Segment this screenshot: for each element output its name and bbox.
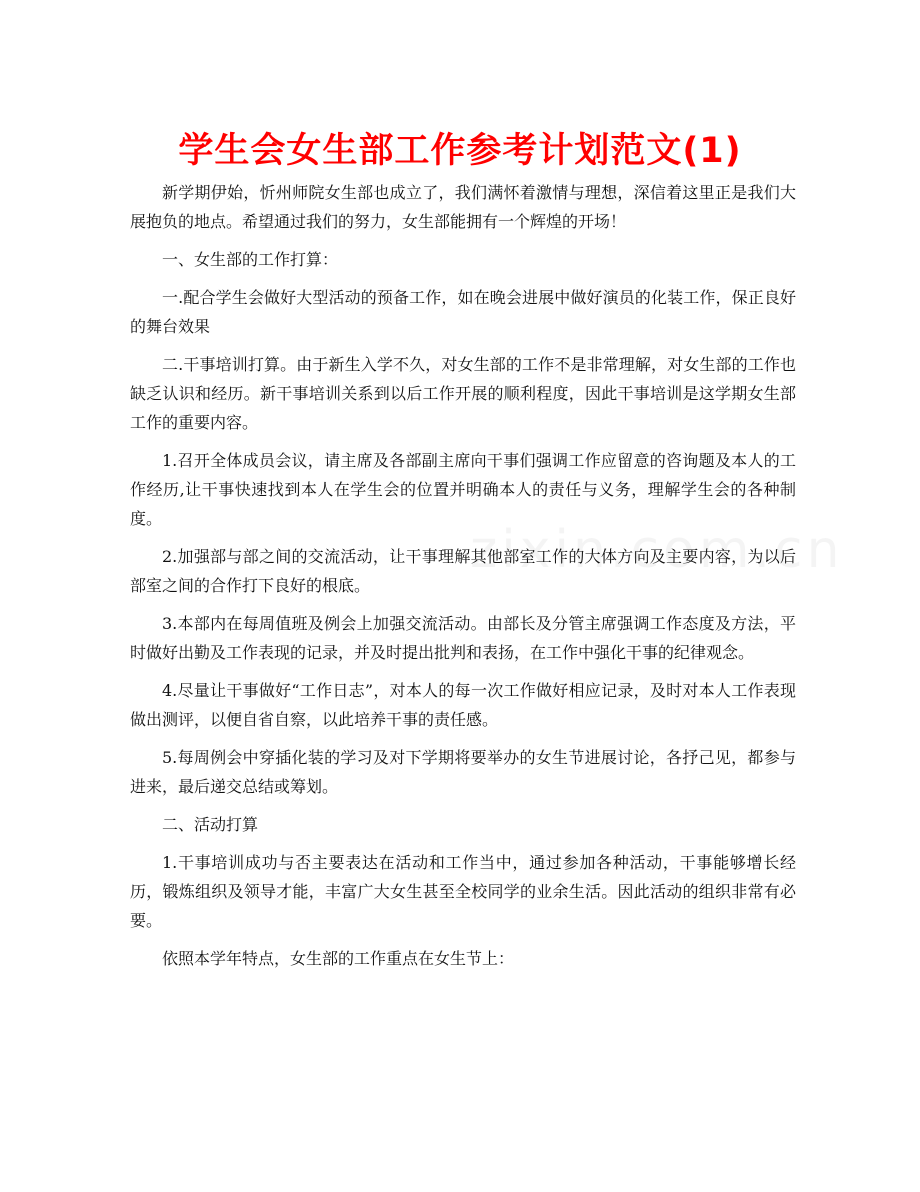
section-heading-work-plan: 一、女生部的工作打算： — [162, 250, 339, 269]
document-title: 学生会女生部工作参考计划范文(1) — [178, 131, 742, 171]
training-item-4: 4.尽量让干事做好“工作日志”，对本人的每一次工作做好相应记录，及时对本人工作表现做出测评，以便自省自察，以此培养干事的责任感。 — [130, 681, 796, 729]
work-item-one: 一.配合学生会做好大型活动的预备工作，如在晚会进展中做好演员的化装工作，保正良好的舞台效果 — [130, 288, 796, 336]
document-body — [130, 178, 796, 982]
work-item-two: 二.干事培训打算。由于新生入学不久，对女生部的工作不是非常理解，对女生部的工作也缺乏认识和经历。新干事培训关系到以后工作开展的顺利程度，因此干事培训是这学期女生部工作的重要内容。 — [130, 355, 796, 432]
intro-paragraph: 新学期伊始，忻州师院女生部也成立了，我们满怀着激情与理想，深信着这里正是我们大展抱负的地点。希望通过我们的努力，女生部能拥有一个辉煌的开场！ — [130, 183, 796, 231]
training-item-2: 2.加强部与部之间的交流活动，让干事理解其他部室工作的大体方向及主要内容，为以后部室之间的合作打下良好的根底。 — [130, 547, 796, 595]
section-heading-activity-plan: 二、活动打算 — [162, 815, 259, 834]
training-item-5: 5.每周例会中穿插化装的学习及对下学期将要举办的女生节进展讨论，各抒己见，都参与进来，最后递交总结或筹划。 — [130, 748, 796, 796]
closing-paragraph: 依照本学年特点，女生部的工作重点在女生节上： — [162, 949, 515, 968]
training-item-1: 1.召开全体成员会议，请主席及各部副主席向干事们强调工作应留意的咨询题及本人的工作经历,让干事快速找到本人在学生会的位置并明确本人的责任与义务，理解学生会的各种制度。 — [130, 451, 796, 528]
training-item-3: 3.本部内在每周值班及例会上加强交流活动。由部长及分管主席强调工作态度及方法，平时做好出勤及工作表现的记录，并及时提出批判和表扬，在工作中强化干事的纪律观念。 — [130, 614, 796, 662]
activity-item-1: 1.干事培训成功与否主要表达在活动和工作当中，通过参加各种活动，干事能够增长经历，锻炼组织及领导才能，丰富广大女生甚至全校同学的业余生活。因此活动的组织非常有必要。 — [130, 853, 796, 930]
